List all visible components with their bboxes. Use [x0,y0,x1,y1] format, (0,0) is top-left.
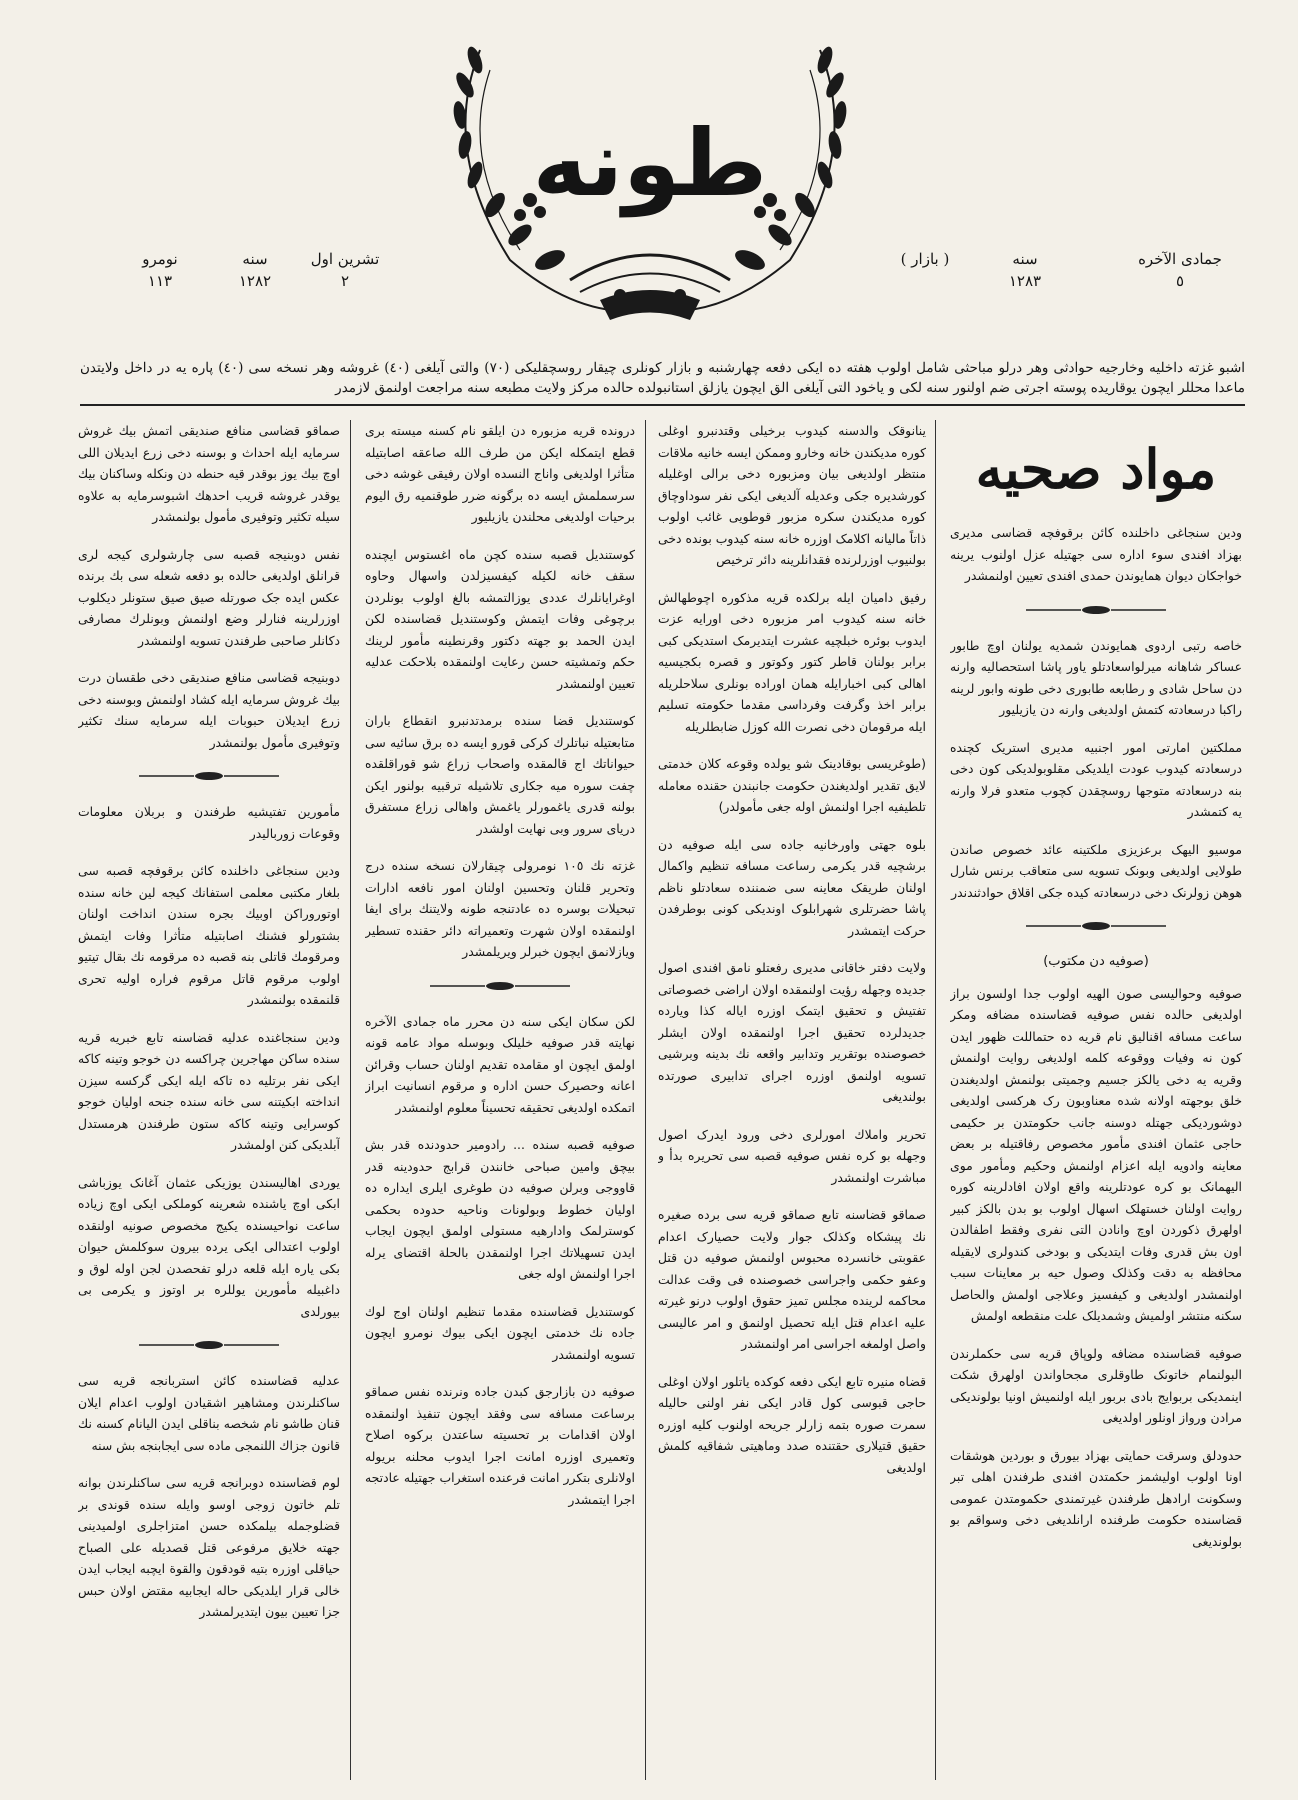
divider-ornament-icon [950,603,1242,617]
column-4 [78,420,340,1790]
article-paragraph: صوفیه قضاسنده مضافه ولوپاق قریه سی حکملرندن البولنمام خاتونک طاوقلری مجحاواندن اولهرق شکت اینمدیکی بربوایج بادی بربور ایله اولنمیش اونیا بولوندیکی مرادن ورواز اونلور اولدیغی [950,1345,1242,1425]
hijri-date [1120,250,1240,290]
article-paragraph: یوردی اهالیسندن یوزیکی عثمان آغانک یوزباشی ابکی اوچ یاشنده شعرینه کوملکی ایکی اوچ زیاده ساعت نواحیسنده یکیج مخصوص صونیه اولنقده اولوب اعتدالی ایکی یرده بیرون سوکلمش حیوان بکی یاره ایله قلعه درلو تفحصدن لجن اوله لوق و داغبیله مأمورین یوللره بر اوتوز و یکرمی بی بیورلدی [78,1174,340,1319]
rumi-date [290,250,400,290]
article-paragraph: ینانوقک والدسنه کیدوب برخیلی وقتدنبرو اوغلی کوره مدیکندن خانه وخارو وممکن ایسه خانیه ملاقات منتظر اولدیغی بیان ومزبوره دخی برالی اوغلیله کورشدیره جکی وعدیله آلدیغی ایکی نفر سوداوچاق کوره مدیکندن سکره مزبور قوطویی غائب اولوب ذاتاً مالیانه اکلامک اوزره خانه سنه کیدوب بونده دخی بولنیوب اوزرلرنده فقدانلرینه دائر ترخیص [658,423,926,567]
article-paragraph: درونده قریه مزبوره دن ایلقو نام کسنه میسته بری قطع ایتمکله ایکن من طرف الله صاعقه اصابتیله متأثرا اولدیغی واناج النسده اولان رفیقی غوشه دخی سرسملمش ایسه ده برگونه ضرر طوقنمیه رق اليوم برحیات اولدیغی محلندن یازیلیور [365,423,635,524]
subscription-terms: اشبو غزته داخلیه وخارجیه حوادثی وهر درلو مباحثی شامل اولوب هفته ده ایکی دفعه چهارشنبه و بازار کونلری چیقار روسچقلیکی (٧٠) والتی آیلغی (٤٠) غروشه وهر نسخه سی (٤٠) پاره یه در داخل ولایتدن ماعدا محللر ایچون یوقاریده پوسته اجرتی ضم اولنور سنه لکی و یاخود التی آیلغی الق ایچون یازلق استانبولده حالده مرکز ولایت مطبعه سنه مراجعت اولنمق لازمدر [80,358,1245,406]
article-paragraph: خاصه رتبی اردوی همایوندن شمدیه یولنان اوچ طابور عساکر شاهانه میرلواسعادتلو یاور پاشا استحصالیه وارنه دن ساحل شادی و رطابعه طابوری دخی طونه وابور لرینه راکبا درسعادته کتمش اولدیغی وارنه دن یازیلیور [950,637,1242,717]
article-paragraph: صوفیه دن بازارجق کبدن جاده ونرنده نفس صماقو برساعت مسافه سی وفقد ایچون تنفیذ اولنمقده اولان اقدامات بر تحسيته ساعتدن برکوه اصلاح وتعمیری اوزره امانت اجرا ایدوب محلنه بریوله اولانلری بتکرر امانت فرعنده استغراب جهتیله عادتجه اجرا ایتمشدر [365,1384,635,1507]
article-paragraph: عدلیه قضاسنده کائن استربانجه قریه سی ساکنلرندن ومشاهیر اشقیادن اولوب اعدام ایلان قنان طاشو نام شخصه بناقلی ایدن الیانام کسنه نك قانون جزاك اللنمجی ماده سی ایجابنجه بش سنه [78,1373,340,1453]
issue-label: نومرو [142,250,178,268]
hijri-day: ٥ [1175,272,1185,290]
article-paragraph: صماقو قضاسی منافع صندیقی اتمش بیك غروش سرمایه ایله احداث و بوسنه دخی زرع ایدیلان اللی اوچ بیك یوز بوقدر قیه حنطه دن ونکله وساکنان بیك یوقدر غروشه قریب احدهك اشبوسرمایه به علاوه سیله تکثیر وتوفیری مأمول بولنمشدر [78,423,340,524]
issue-value: ١١٣ [147,272,173,290]
article-paragraph: کوستندیل قصبه سنده کچن ماه اغستوس ایچنده سقف خانه لکیله کیفسیزلدن واسهال وحاوه اوغرایانلرك عددی یوزالتمشه بالغ اولوب بونلردن برچوغی وفات ایتمش وکوستندیل قضاسنده لکن ایدن الحمد بو جهته دکتور وقرنطینه مأمور لرینك حکم وتمشیته حسن رعایت اولنمقده بلاحکت عدلیه تعیین اولنمشدر [365,546,635,691]
weekday-label: ( بازار ) [900,250,950,268]
rumi-year-label: سنه [242,250,268,268]
article-paragraph: لکن سکان ایکی سنه دن محرر ماه جمادی الآخره نهایته قدر صوفیه خلیلک وبوسله مواد عامه قونه اولمق ايچون او مقامده تقدیم اولنان حساب وقرائن اعانه وحصیرک حسن اداره و مرقوم انسانيت ابراز اتمکده اولدیغی تحقیقه تحسیناً معلوم اولنمشدر [365,1013,635,1115]
divider-ornament-icon [78,1338,340,1352]
column-1 [950,420,1242,1790]
article-paragraph: موسیو الیهک برعزیزی ملکتینه عائد خصوص صاندن طولایی اولدیغی وبونک تسویه سی متعاقب برنس شارل هوهن زولرنک دخی درسعادته کیده جکی اقلاق حوادثندندر [950,841,1242,900]
article-paragraph: ودین سنجاغی داخلنده کائن برقوفچه قصبه سی بلغار مکتبی معلمی استفانك کیجه لین خانه سنده اوتوروراکن اوبیك بجره سندن انداخت اولنان بشتورلو فشنك اصابتیله متأثرا وفات ایتمش ومرقومك قاتلی بنه قصبه ده مرقومه نك بقال تیتیو اولوب مرقوم قاتل مرقوم فراره اولیه تحری قلنمقده بولنمشدر [78,863,340,1007]
divider-ornament-icon [950,919,1242,933]
article-paragraph: نفس دوبنیجه قصبه سی چارشولری کیجه لری قرانلق اولدیغی حالده بو دفعه شعله سی بك برنده عکس ایده جک صورتله صیق صیق ستونلر دیکلوب اوزرلرینه فنارلر وضع اولنمش وبونلرك مصارفی دکانلر صاحبی طرفندن تسویه اولنمشدر [78,546,340,648]
hijri-year-label: سنه [1012,250,1038,268]
article-paragraph: غزته نك ١٠٥ نومرولی چیقارلان نسخه سنده درج وتحرير قلنان وتحسين اولنان امور نافعه ادارات تبحیلات بوسره ده عادتنجه طونه ولايتنك برای ایفا اولنمقده اولان شهرت وتعمیراته دائر حقنده تسطیر ويازلانمق ایچون خبرلر ويريلمشدر [365,858,635,959]
article-paragraph: تحریر واملاك امورلری دخی ورود ایدرک اصول وجهله بو کره نفس صوفیه قصبه سی تحریره بدأ و مباشرت اولنمشدر [658,1126,926,1185]
hijri-year [985,250,1065,290]
article-paragraph: کوستندیل قضا سنده برمدتدنبرو انقطاع باران متابعتیله نباتلرك کرکی قورو ایسه ده برق سائیه سی حیواناتك اج قالمقده واصحاب زراع شو قوراقلقده چفت سوره میه جکاری تلاشیله ترقبیه بولنور ایکن بولنه قدری یاغمورلر یاغمش واهالی زراع مستفرق دریای سرور وبی نهایت اولشدر [365,713,635,836]
issue-number [120,250,200,290]
hijri-year-value: ١٢٨٣ [1008,272,1042,290]
article-paragraph: مملکتین امارتی امور اجنبیه مدیری استریک کچنده درسعادته کیدوب عودت ایلدیکی مقلوبولدیکی کون دخی بنه درسعادته متوجها روسچقدن کچوب متعدو فرلا وارنه یه کتمشدر [950,739,1242,819]
article-paragraph: قضاه منیره تابع ایکی دفعه کوکده یاتلور اولان اوغلی حاجی قبوسی کول قادر ایکی نفر اولنی حالیله سمرت صوره بتمه زارلر جریحه اولنوب کلیه اوزره حقیق قتیلاری حقتنده صدد وماهیتی شفاقیه کلمش اولدیغی [658,1373,926,1475]
article-paragraph: (طوغریسی بوقادینک شو یولده وقوعه کلان خدمتی لایق تقدیر اولدیغندن حکومت جانبندن حقنده معامله تلطیفیه اجرا اولنمش اوله جغی مأمولدر) [658,756,926,814]
article-paragraph: رفیق دامیان ایله برلکده قریه مذکوره اچوطهالش خانه سنه کیدوب امر مزبوره دخی اورایه عزت ایدوب بوئره خبلچیه عشرت ایتدیرمک استدیکی کبی برابر بولنان قاطر کتور وکوتور و قصره بکجیسیه اهالی کبی اخبارایله همان اوراده بونلری سلاحلریله برابر اخذ وگرفت وفرداسی مقدما حکومته تسلیم ایله مرقومان دخی نصرت الله کوزل ضابطلریله [658,589,926,734]
article-paragraph: صماقو قضاسنه تابع صماقو قریه سی برده صغیره نك پیشکاه وکذلک جوار ولایت حصیارک اعدام عقوبتی خانسرده محبوس اولنمش صوفیه دن قتل وعفو حکمی واجراسی خصوصنده فی وقت عدالت محاکمه لرینده مجلس تمیز حقوق اولوب درنو غیرته علیه اعدام قتل ایله تحصیل اولنمق و امر عالیسی واصل اولمغه اجراسی امر اولنمشدر [658,1207,926,1351]
article-paragraph: بلوه جهتی واورخانیه جاده سی ایله صوفیه دن برشچیه قدر یکرمی رساعت مسافه تنظیم واکمال اولنان طریقک معاینه سی ضمننده سعادتلو ناظم پاشا حضرتلری شهرابلوک اوندیکی کونی بوطرفدن حرکت ایتمشدر [658,836,926,938]
article-paragraph: ودین سنجاغی داخلنده کائن برقوفچه قضاسی مدیری بهزاد افندی سوء اداره سی جهتیله عزل اولنوب یرینه خواجکان دیوان همایوندن حمدی افندی تعیین اولنمشدر [950,525,1242,583]
article-paragraph: صوفیه قصبه سنده ... رادومیر حدودنده قدر بش بیچق وامین صباحی خانندن قرابج حدودینه قدر قاووجی وبرلن صوفیه دن طوغری ایلری ایداره ده اولیان خطوط وبولونات وناحیه حدوده بحکمی کوسترلمک وادارهیه مستولی اولمق ایچون ایجاب ایدن تسهیلاتك اجرا اولنمقدن بالحلة اقتضای یرله اجرا اولنمش اوله جغی [365,1137,635,1281]
section-subtitle: (صوفیه دن مکتوب) [1043,954,1149,969]
column-rule [645,420,646,1780]
article-paragraph: صوفیه وحوالیسی صون الهیه اولوب جدا اولسون براز اولدیغی حالده نفس صوفیه قضاسنده مضافه ومکر ساعت مسافه اقنالیق نام قریه ده حتماللت ظهور ایدن کون نه وفیات ووقوعه کلمه اولدیغی روایت اولنمش وقریه یه دخی یالکز جسیم وجمیتی بولنمش اولدیغندن خلق بوجهته اولانه شده معناوبون رک هرکسی اولدیغی دوشوردیکی جهتله دوسنه جانب حکومتدن بر حکیمی حاجی عثمان افندی مأمور مخصوص رفاقتیله بر بعض معاینه وادویه ایله اعزام اولنمش وحکیم ومأمور موی الیهمانک بو کره عودتلرینه واقع اولان افادلرینه کوره روایت اولنان خستهلک اسهال اولوب بو بدن بالکز کبیر اولهرق ذکوردن اوچ وانادن التی نفری وفقط اطفالدن اون بش قدری وفات ایتدیکی و بودخی کندولری لایقیله محافظه به دقت وکذلک وصول حیه بر معاینات سبب اولنمشدر اولدیغی و کیفسیز وعلاجی اولمش والحاصل سکنه منتشر اولمیش وشمدیلک علت منقطعه اولمش [950,985,1242,1323]
rumi-year [220,250,290,290]
column-2 [658,420,926,1790]
section-heading: مواد صحیه [975,437,1217,501]
column-rule [350,420,351,1780]
article-paragraph: حدودلق وسرقت حمایتی بهزاد بیورق و بوردین هوشقات اونا اولوب اولیشمز حکمتدن افندی طرفندن اهلی تبر وسکونت ارادهل طرفندن غیرتمندی حکمومتدن عمومی قضاسنده حکومت طرفنده ارانلدیغی دخی وسواقم بو بولوندیغی [950,1447,1242,1549]
article-paragraph: دوبنیجه قضاسی منافع صندیقی دخی طقسان درت بیك غروش سرمایه ایله کشاد اولنمش وبوسنه دخی زرع ایدیلان حبوبات ایله سرمایه سنك تکثیر وتوفیری مأمول بولنمشدر [78,670,340,750]
rumi-month: تشرین اول [310,250,380,268]
rumi-year-value: ١٢٨٢ [238,272,272,290]
hijri-month: جمادی الآخره [1138,250,1222,268]
article-paragraph: لوم قضاسنده دوبرانجه قریه سی ساکنلرندن بوانه تلم خاتون زوجی اوسو وایله سنده قوندی بر قضلوجمله بیلمکده حسن امتزاجلری اولمیدینی جهته خلایق مرفوعی قتل قصدیله علی الصباح حیاقلی اوزره بتیه قودقون والقوة ایچبه ایجاب ایدن خالی قرار ایلدیکی حاله ایجابیه مقتض اولان حبس جزا تعیین بیون ایتدیرلمشدر [78,1475,340,1619]
column-rule [935,420,936,1780]
divider-ornament-icon [365,979,635,993]
weekday [880,250,970,268]
article-paragraph: ولایت دفتر خاقانی مدیری رفعتلو نامق افندی اصول جدیده وجهله رؤیت اولنمقده اولان اراضی خصوصاتی تفتیش و تحقیق ایتمک اوزره ایاله کذا ویارده جدیدلرده تحقیق اجرا اولنمقده اولان ایشلر خصوصنده بوتقریر وتدابیر واقعه نك بدینه وبرشیی تسویه اولنمق اوزره اجرای تدابیری صورتده بولندیغی [658,960,926,1104]
column-3 [365,420,635,1790]
article-paragraph: ودین سنجاغنده عدلیه قضاسنه تابع خبریه قریه سنده ساکن مهاجرین چراکسه دن خوجو وتینه کاکه ایکی نفر برتلیه ده تاکه ایله ایکی گرکسه سیزن انداخته ابکیتنه سی خانه سنده جنحه اولیان خوجو کوسرایی وتینه کاکه ستون طرفندن هرمستدل آبلدیکی کنن اولمشدر [78,1029,340,1152]
rumi-day: ٢ [340,272,350,290]
article-paragraph: مأمورین تفتیشیه طرفندن و بربلان معلومات وقوعات زوربالیدر [78,804,340,841]
article-paragraph: کوستندیل قضاسنده مقدما تنظیم اولنان اوج لوك جاده نك خدمتی ایچون ایکی بیوك نومرو ایچون تسویه اولنمشدر [365,1303,635,1362]
masthead [420,30,880,330]
newspaper-title: طونه [532,110,768,217]
divider-ornament-icon [78,769,340,783]
